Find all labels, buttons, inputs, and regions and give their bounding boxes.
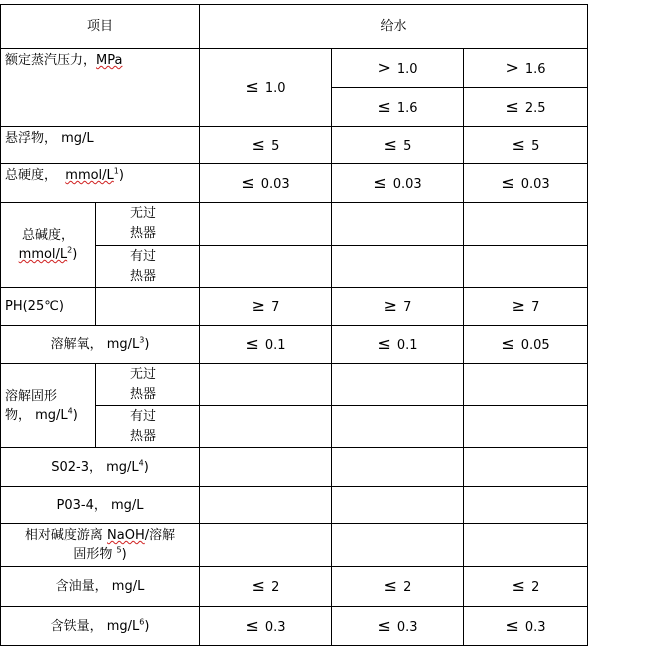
phosphate-c3 <box>464 487 588 524</box>
solids-c2b <box>332 406 464 448</box>
alkalinity-sub2: 有过 热器 <box>96 246 200 288</box>
iron-c1: ≤ 0.3 <box>200 607 332 646</box>
table-row-phosphate <box>1 487 588 524</box>
header-item: 项目 <box>1 5 200 49</box>
table-row-ph <box>1 288 588 326</box>
ph-c2: ≥ 7 <box>332 288 464 326</box>
hardness-c1: ≤ 0.03 <box>200 164 332 203</box>
iron-c2: ≤ 0.3 <box>332 607 464 646</box>
solids-c1a <box>200 364 332 406</box>
solids-sub2: 有过 热器 <box>96 406 200 448</box>
pressure-c3b: ≤ 2.5 <box>464 88 588 127</box>
suspended-c2: ≤ 5 <box>332 127 464 164</box>
pressure-c1: ≤ 1.0 <box>200 49 332 127</box>
oil-c1: ≤ 2 <box>200 567 332 607</box>
pressure-label: 额定蒸汽压力， <box>5 53 97 68</box>
alkalinity-c3b <box>464 246 588 288</box>
oxygen-c3: ≤ 0.05 <box>464 326 588 364</box>
pressure-label-cell <box>1 49 200 127</box>
alkalinity-c3a <box>464 203 588 246</box>
header-feedwater: 给水 <box>200 5 588 49</box>
oxygen-c1: ≤ 0.1 <box>200 326 332 364</box>
table-row-relative-alkalinity <box>1 524 588 567</box>
solids-c2a <box>332 364 464 406</box>
sulfite-c1 <box>200 448 332 487</box>
hardness-label-cell: 总硬度， mmol/$L^1$) <box>1 164 200 203</box>
alkalinity-sub1: 无过 热器 <box>96 203 200 246</box>
sulfite-c2 <box>332 448 464 487</box>
table-row-hardness <box>1 164 588 203</box>
sulfite-c3 <box>464 448 588 487</box>
table-row-alkalinity <box>1 203 588 246</box>
oil-label: 含油量， mg/L <box>1 567 200 607</box>
solids-c3a <box>464 364 588 406</box>
table-row-sulfite <box>1 448 588 487</box>
table-row-oil <box>1 567 588 607</box>
suspended-c3: ≤ 5 <box>464 127 588 164</box>
table-row-suspended <box>1 127 588 164</box>
relative-alkalinity-label-cell: 相对碱度游离 NaOH/溶解 固形物 $^5$) <box>1 524 200 567</box>
table-row-pressure <box>1 49 588 88</box>
alkalinity-label-cell: 总碱度， mmol/$L^2$) <box>1 203 96 288</box>
solids-c3b <box>464 406 588 448</box>
solids-label-cell: 溶解固形 物， $mg/L^4$) <box>1 364 96 448</box>
phosphate-c1 <box>200 487 332 524</box>
water-quality-table <box>0 4 588 646</box>
relative-alkalinity-c1 <box>200 524 332 567</box>
alkalinity-c2b <box>332 246 464 288</box>
oxygen-label-cell: 溶解氧， $mg/L^3$) <box>1 326 200 364</box>
ph-c1: ≥ 7 <box>200 288 332 326</box>
phosphate-label: P03-4， mg/L <box>1 487 200 524</box>
suspended-label: 悬浮物， mg/L <box>1 127 200 164</box>
pressure-c3a: > 1.6 <box>464 49 588 88</box>
pressure-unit: MPa <box>96 53 123 68</box>
hardness-c3: ≤ 0.03 <box>464 164 588 203</box>
hardness-c2: ≤ 0.03 <box>332 164 464 203</box>
suspended-c1: ≤ 5 <box>200 127 332 164</box>
pressure-c2b: ≤ 1.6 <box>332 88 464 127</box>
table-row-oxygen <box>1 326 588 364</box>
pressure-c2a: > 1.0 <box>332 49 464 88</box>
alkalinity-c1a <box>200 203 332 246</box>
phosphate-c2 <box>332 487 464 524</box>
oxygen-c2: ≤ 0.1 <box>332 326 464 364</box>
oil-c3: ≤ 2 <box>464 567 588 607</box>
iron-label-cell: 含铁量， $mg/L^6$) <box>1 607 200 646</box>
solids-sub1: 无过 热器 <box>96 364 200 406</box>
ph-c3: ≥ 7 <box>464 288 588 326</box>
table-row-iron <box>1 607 588 646</box>
ph-sub <box>96 288 200 326</box>
ph-label: PH(25℃) <box>1 288 96 326</box>
relative-alkalinity-c2 <box>332 524 464 567</box>
iron-c3: ≤ 0.3 <box>464 607 588 646</box>
relative-alkalinity-c3 <box>464 524 588 567</box>
alkalinity-c1b <box>200 246 332 288</box>
table-row-solids <box>1 364 588 406</box>
header-row <box>1 5 588 49</box>
solids-c1b <box>200 406 332 448</box>
oil-c2: ≤ 2 <box>332 567 464 607</box>
sulfite-label-cell: S02-3， $mg/L^4$) <box>1 448 200 487</box>
alkalinity-c2a <box>332 203 464 246</box>
